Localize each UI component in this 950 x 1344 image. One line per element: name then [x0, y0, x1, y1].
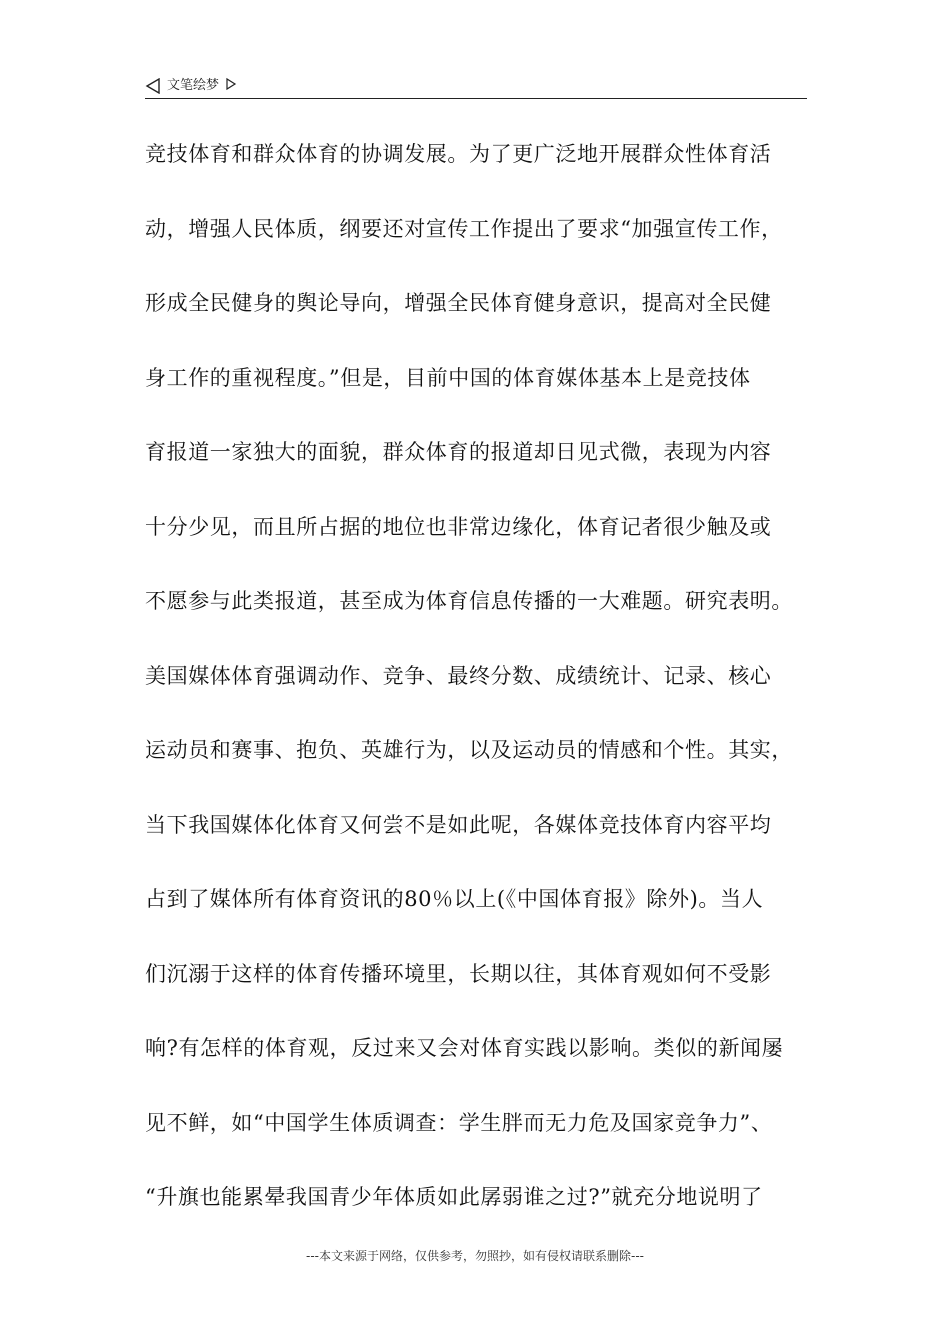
triangle-left-icon	[145, 78, 161, 94]
footer-disclaimer: ---本文来源于网络，仅供参考，勿照抄，如有侵权请联系删除---	[306, 1249, 644, 1263]
text-line: 见不鲜，如“中国学生体质调查：学生胖而无力危及国家竞争力”、	[145, 1110, 773, 1135]
page-header	[145, 74, 807, 99]
text-line: 身工作的重视程度。”但是，目前中国的体育媒体基本上是竞技体	[145, 365, 751, 390]
text-line: 响?有怎样的体育观，反过来又会对体育实践以影响。类似的新闻屡	[145, 1036, 784, 1060]
header-title: 文笔绘梦	[167, 78, 220, 93]
text-line: 当下我国媒体化体育又何尝不是如此呢，各媒体竞技体育内容平均	[145, 812, 772, 837]
text-line: 不愿参与此类报道，甚至成为体育信息传播的一大难题。研究表明。	[145, 589, 793, 613]
text-line: 形成全民健身的舆论导向，增强全民体育健身意识，提高对全民健	[145, 291, 772, 315]
text-line: “升旗也能累晕我国青少年体质如此孱弱谁之过?”就充分地说明了	[145, 1185, 763, 1209]
text-line: 美国媒体体育强调动作、竞争、最终分数、成绩统计、记录、核心	[145, 663, 772, 688]
text-line: 们沉溺于这样的体育传播环境里，长期以往，其体育观如何不受影	[145, 961, 772, 986]
text-line: 育报道一家独大的面貌，群众体育的报道却日见式微，表现为内容	[145, 440, 772, 464]
text-line: 运动员和赛事、抱负、英雄行为，以及运动员的情感和个性。其实，	[145, 738, 793, 762]
triangle-right-icon	[225, 76, 237, 90]
text-line: 占到了媒体所有体育资讯的80％以上(《中国体育报》除外)。当人	[145, 887, 764, 911]
body-paragraph	[145, 131, 825, 1249]
text-line: 竞技体育和群众体育的协调发展。为了更广泛地开展群众性体育活	[145, 142, 772, 166]
text-line: 十分少见，而且所占据的地位也非常边缘化，体育记者很少触及或	[145, 514, 772, 539]
text-line: 动，增强人民体质，纲要还对宣传工作提出了要求“加强宣传工作，	[145, 216, 783, 241]
